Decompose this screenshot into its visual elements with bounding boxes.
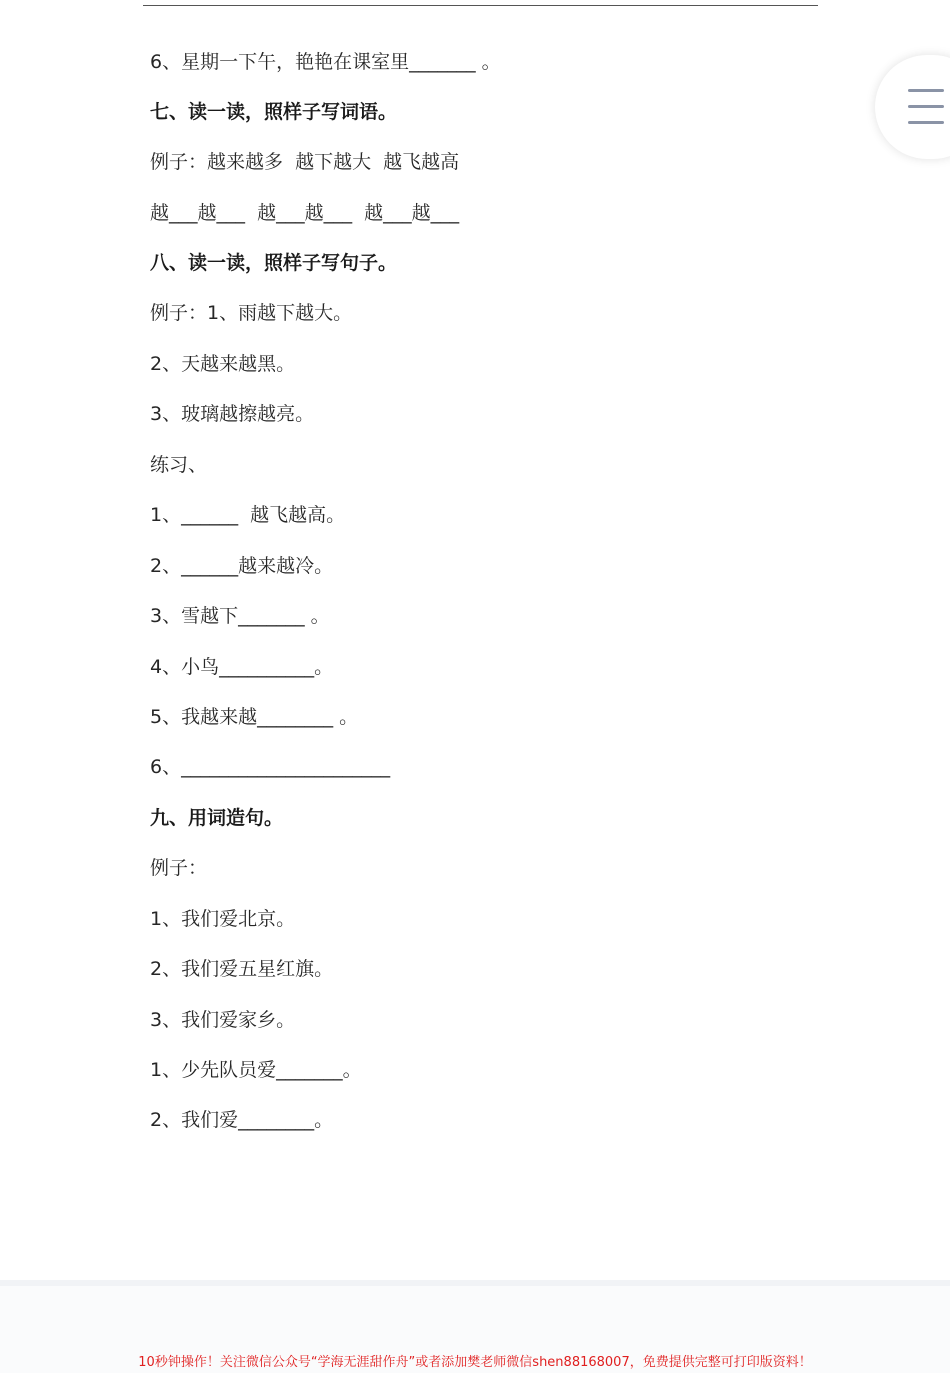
- practice-label: 练习、: [150, 454, 208, 476]
- section-8-example-1: 例子：1、雨越下越大。: [150, 302, 353, 324]
- practice-item-1: 1、______ 越飞越高。: [150, 504, 346, 526]
- practice-item-5: 5、我越来越________ 。: [150, 706, 359, 728]
- practice-item-3: 3、雪越下_______ 。: [150, 605, 330, 627]
- section-7-example: 例子：越来越多 越下越大 越飞越高: [150, 151, 460, 173]
- bottom-separator: [0, 1280, 950, 1286]
- section-8-example-2: 2、天越来越黑。: [150, 353, 296, 375]
- practice-item-4: 4、小鸟__________。: [150, 656, 334, 678]
- section-9-exercise-1: 1、少先队员爱_______。: [150, 1059, 362, 1081]
- section-9-example-1: 1、我们爱北京。: [150, 908, 296, 930]
- top-divider: [143, 5, 818, 6]
- section-7-blanks: 越___越___ 越___越___ 越___越___: [150, 202, 460, 224]
- practice-item-2: 2、______越来越冷。: [150, 555, 334, 577]
- section-8-heading: 八、读一读，照样子写句子。: [150, 252, 398, 274]
- question-6-line: 6、星期一下午，艳艳在课室里_______ 。: [150, 51, 501, 73]
- section-8-example-3: 3、玻璃越擦越亮。: [150, 403, 315, 425]
- section-9-example-3: 3、我们爱家乡。: [150, 1009, 296, 1031]
- section-7-heading: 七、读一读，照样子写词语。: [150, 101, 398, 123]
- practice-item-6: 6、______________________: [150, 756, 391, 778]
- section-9-example-2: 2、我们爱五星红旗。: [150, 958, 334, 980]
- section-9-exercise-2: 2、我们爱________。: [150, 1109, 334, 1131]
- section-9-heading: 九、用词造句。: [150, 807, 284, 829]
- footer-promo-text: 10秒钟操作！关注微信公众号“学海无涯甜作舟”或者添加樊老师微信shen88168007，免费提供完整可打印版资料！: [138, 1355, 812, 1370]
- menu-button[interactable]: [875, 55, 950, 159]
- section-9-example-label: 例子：: [150, 857, 208, 879]
